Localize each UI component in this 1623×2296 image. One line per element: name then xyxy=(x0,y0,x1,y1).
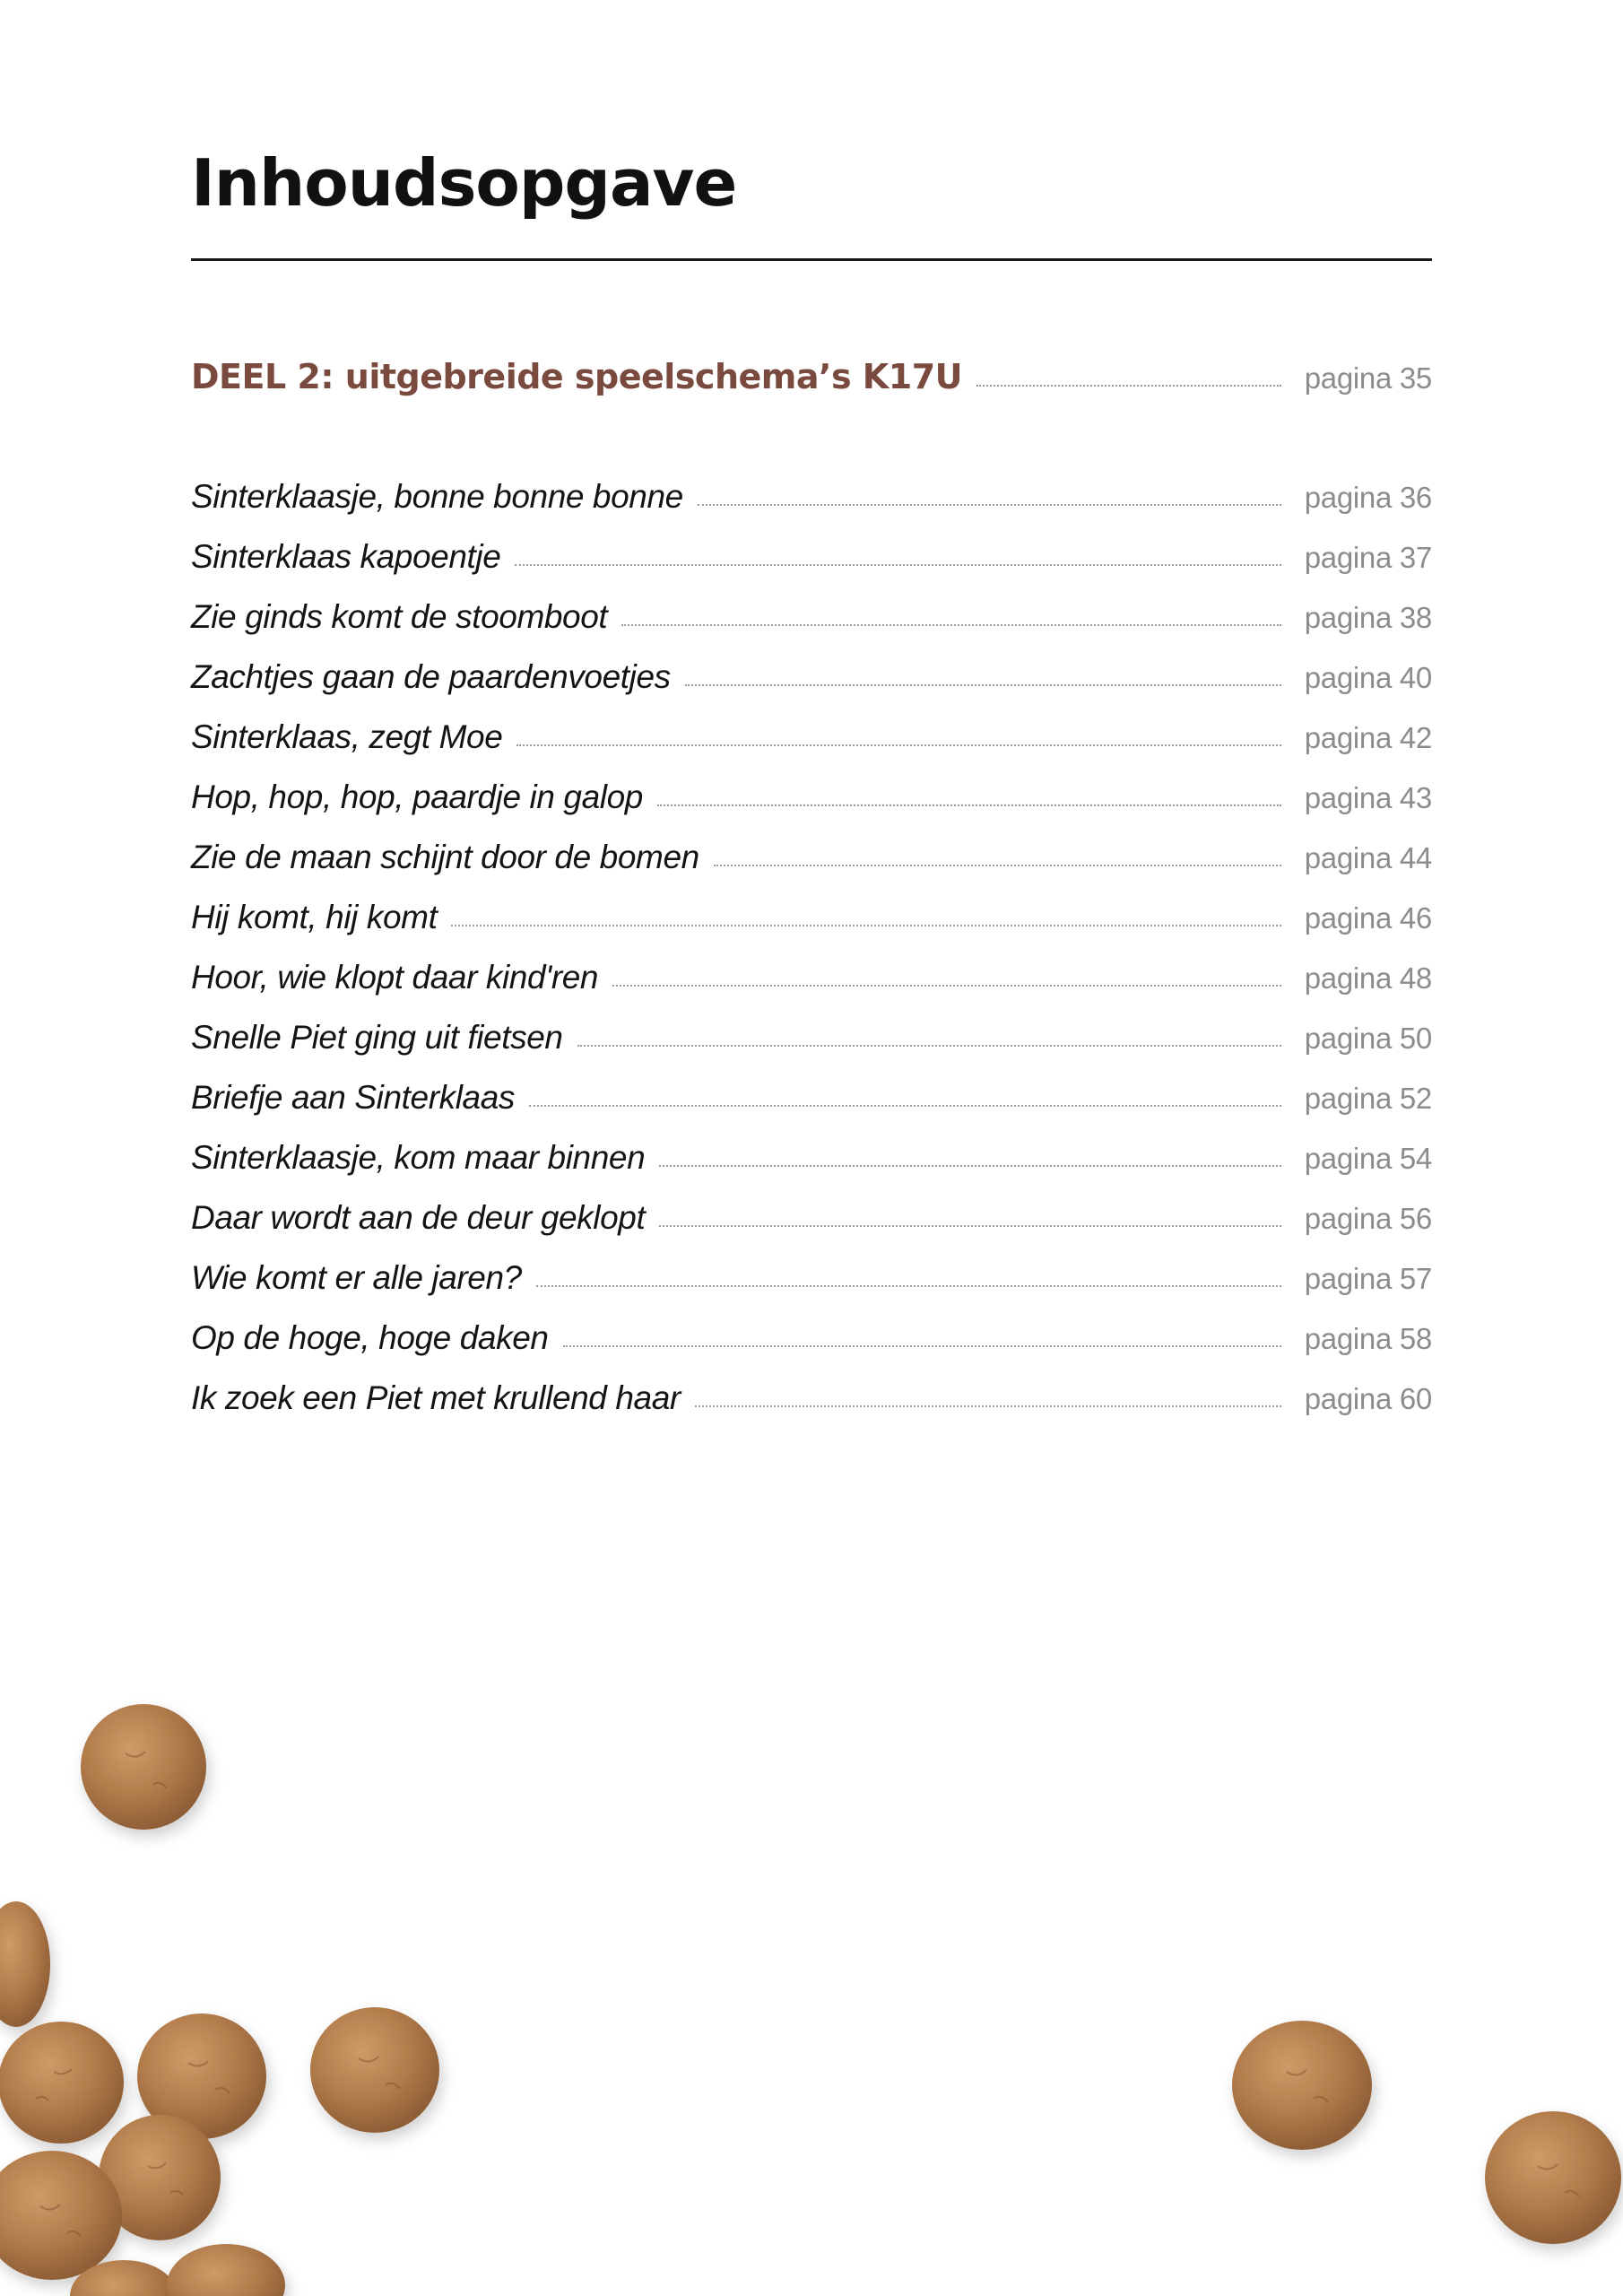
dot-leader xyxy=(529,1105,1281,1107)
cookie xyxy=(0,2022,124,2144)
cookie xyxy=(0,2151,122,2280)
page-number: pagina 36 xyxy=(1304,481,1432,514)
dot-leader xyxy=(976,385,1281,387)
page-number: pagina 46 xyxy=(1304,901,1432,935)
section-title: DEEL 2: uitgebreide speelschema’s K17U xyxy=(191,357,962,396)
page-number: pagina 42 xyxy=(1304,721,1432,754)
page-number: pagina 44 xyxy=(1304,841,1432,874)
toc-entry[interactable] xyxy=(191,538,1432,576)
page-number: pagina 35 xyxy=(1304,361,1432,395)
entry-title: Zie de maan schijnt door de bomen xyxy=(191,839,699,875)
entry-title: Zie ginds komt de stoomboot xyxy=(191,598,608,635)
page-number: pagina 60 xyxy=(1304,1382,1432,1415)
toc-entry[interactable] xyxy=(191,598,1432,636)
toc-entry[interactable] xyxy=(191,839,1432,876)
dot-leader xyxy=(563,1345,1281,1347)
toc-entry[interactable] xyxy=(191,658,1432,696)
toc-entry[interactable] xyxy=(191,478,1432,516)
dot-leader xyxy=(659,1225,1280,1227)
dot-leader xyxy=(577,1045,1281,1047)
page-number: pagina 40 xyxy=(1304,661,1432,694)
dot-leader xyxy=(657,804,1281,806)
entry-title: Sinterklaas, zegt Moe xyxy=(191,718,503,755)
cookie xyxy=(0,1901,50,2027)
page-number: pagina 58 xyxy=(1304,1322,1432,1355)
cookie xyxy=(137,2013,266,2139)
cookie xyxy=(99,2115,221,2240)
title-divider xyxy=(191,258,1432,261)
dot-leader xyxy=(536,1285,1281,1287)
dot-leader xyxy=(516,744,1280,746)
cookie xyxy=(81,1704,206,1830)
dot-leader xyxy=(451,925,1280,926)
entry-title: Hop, hop, hop, paardje in galop xyxy=(191,778,643,815)
entry-title: Hoor, wie klopt daar kind'ren xyxy=(191,959,599,996)
page-number: pagina 50 xyxy=(1304,1022,1432,1055)
toc-entry[interactable] xyxy=(191,1139,1432,1177)
entry-title: Sinterklaas kapoentje xyxy=(191,538,501,575)
entry-title: Sinterklaasje, bonne bonne bonne xyxy=(191,478,683,515)
dot-leader xyxy=(612,985,1281,987)
cookie xyxy=(70,2260,178,2296)
dot-leader xyxy=(714,865,1281,866)
page-number: pagina 56 xyxy=(1304,1202,1432,1235)
toc-entry[interactable] xyxy=(191,1079,1432,1117)
page-number: pagina 37 xyxy=(1304,541,1432,574)
cookie xyxy=(1485,2111,1621,2244)
dot-leader xyxy=(695,1405,1281,1407)
cookie xyxy=(310,2007,439,2133)
dot-leader xyxy=(515,564,1280,566)
toc-entry[interactable] xyxy=(191,1259,1432,1297)
page-number: pagina 57 xyxy=(1304,1262,1432,1295)
page-number: pagina 52 xyxy=(1304,1082,1432,1115)
toc-entry[interactable] xyxy=(191,1379,1432,1417)
entry-title: Sinterklaasje, kom maar binnen xyxy=(191,1139,646,1176)
entry-title: Wie komt er alle jaren? xyxy=(191,1259,522,1296)
toc-entry[interactable] xyxy=(191,899,1432,936)
entry-title: Snelle Piet ging uit fietsen xyxy=(191,1019,563,1056)
page-title: Inhoudsopgave xyxy=(191,145,737,221)
entry-title: Hij komt, hij komt xyxy=(191,899,438,935)
toc-entry[interactable] xyxy=(191,1319,1432,1357)
toc-section-row[interactable] xyxy=(191,357,1432,396)
cookie xyxy=(167,2244,285,2296)
page-number: pagina 43 xyxy=(1304,781,1432,814)
entry-title: Briefje aan Sinterklaas xyxy=(191,1079,515,1116)
toc-entry[interactable] xyxy=(191,778,1432,816)
entry-title: Op de hoge, hoge daken xyxy=(191,1319,549,1356)
toc-entry[interactable] xyxy=(191,718,1432,756)
page-number: pagina 38 xyxy=(1304,601,1432,634)
page-number: pagina 54 xyxy=(1304,1142,1432,1175)
toc-entry[interactable] xyxy=(191,1199,1432,1237)
entry-title: Ik zoek een Piet met krullend haar xyxy=(191,1379,681,1416)
entry-title: Zachtjes gaan de paardenvoetjes xyxy=(191,658,671,695)
page-number: pagina 48 xyxy=(1304,961,1432,995)
dot-leader xyxy=(698,504,1281,506)
toc-entry[interactable] xyxy=(191,1019,1432,1057)
dot-leader xyxy=(685,684,1281,686)
dot-leader xyxy=(659,1165,1280,1167)
entry-title: Daar wordt aan de deur geklopt xyxy=(191,1199,646,1236)
dot-leader xyxy=(621,624,1280,626)
toc-entry[interactable] xyxy=(191,959,1432,996)
cookie xyxy=(1232,2021,1372,2150)
